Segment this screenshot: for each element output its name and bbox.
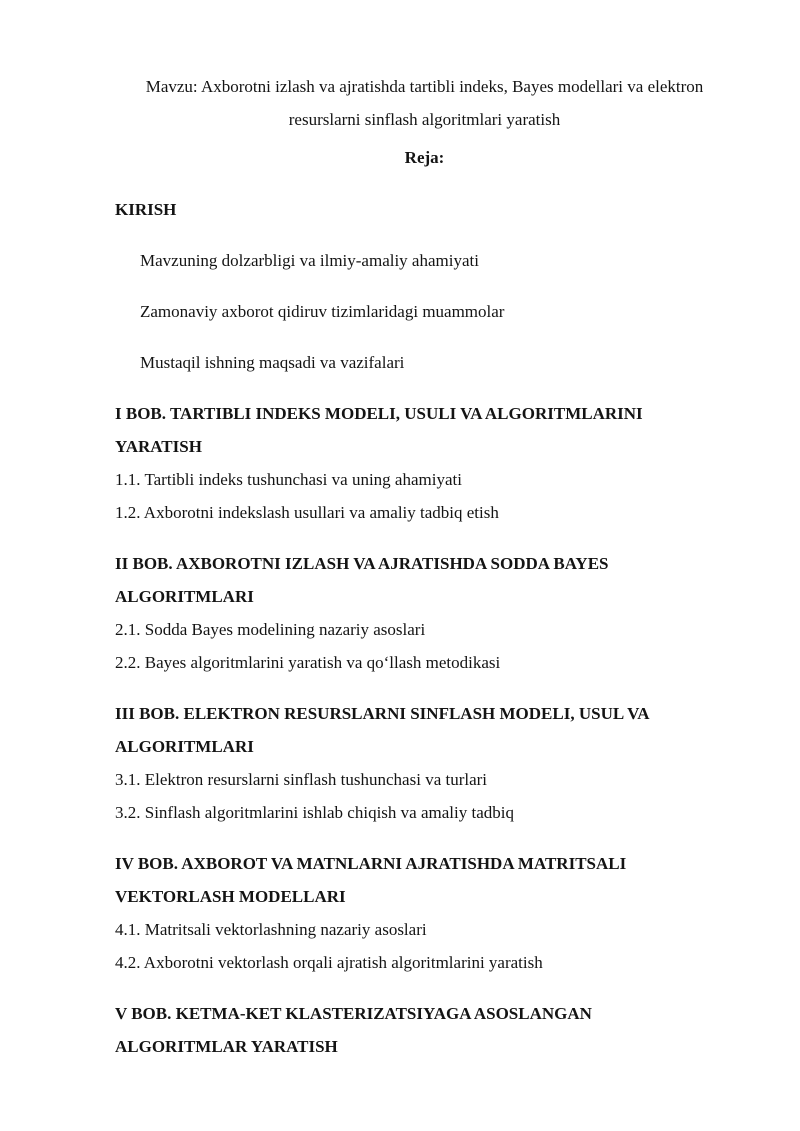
chapter-3-heading [115, 697, 734, 763]
chapter-3-heading-line-1: III BOB. ELEKTRON RESURSLARNI SINFLASH MODELI, USUL VA [115, 704, 650, 723]
chapter-1-heading-line-1: I BOB. TARTIBLI INDEKS MODELI, USULI VA ALGORITMLARINI [115, 404, 643, 423]
chapter-3-item-1: 3.1. Elektron resurslarni sinflash tushunchasi va turlari [115, 770, 488, 789]
chapter-4-heading [115, 847, 734, 913]
chapter-1-item-1: 1.1. Tartibli indeks tushunchasi va uning ahamiyati [115, 470, 462, 489]
chapter-5-heading [115, 997, 734, 1063]
chapter-1-heading [115, 397, 734, 463]
chapter-1-heading-line-2: YARATISH [115, 437, 202, 456]
chapter-4-item-1: 4.1. Matritsali vektorlashning nazariy asoslari [115, 920, 427, 939]
intro-heading: KIRISH [115, 200, 177, 219]
chapter-3-item-2: 3.2. Sinflash algoritmlarini ishlab chiqish va amaliy tadbiq [115, 803, 514, 822]
chapter-4-item-2: 4.2. Axborotni vektorlash orqali ajratish algoritmlarini yaratish [115, 953, 543, 972]
intro-item-2: Zamonaviy axborot qidiruv tizimlaridagi muammolar [140, 302, 505, 321]
plan-heading: Reja: [404, 148, 445, 167]
chapter-2-heading [115, 547, 734, 613]
chapter-2-heading-line-1: II BOB. AXBOROTNI IZLASH VA AJRATISHDA SODDA BAYES [115, 554, 609, 573]
document-title-line-1: Mavzu: Axborotni izlash va ajratishda tartibli indeks, Bayes modellari va elektron [145, 77, 704, 96]
chapter-2-item-1: 2.1. Sodda Bayes modelining nazariy asoslari [115, 620, 426, 639]
chapter-4-heading-line-1: IV BOB. AXBOROT VA MATNLARNI AJRATISHDA MATRITSALI [115, 854, 627, 873]
intro-item-3: Mustaqil ishning maqsadi va vazifalari [140, 353, 405, 372]
document-title [115, 70, 734, 136]
intro-item-1: Mavzuning dolzarbligi va ilmiy-amaliy ahamiyati [140, 251, 479, 270]
chapter-2-item-2: 2.2. Bayes algoritmlarini yaratish va qo‘llash metodikasi [115, 653, 501, 672]
chapter-5-heading-line-1: V BOB. KETMA-KET KLASTERIZATSIYAGA ASOSLANGAN [115, 1004, 592, 1023]
chapter-1-item-2: 1.2. Axborotni indekslash usullari va amaliy tadbiq etish [115, 503, 499, 522]
chapter-5-heading-line-2: ALGORITMLAR YARATISH [115, 1037, 338, 1056]
chapter-4-heading-line-2: VEKTORLASH MODELLARI [115, 887, 346, 906]
chapter-2-heading-line-2: ALGORITMLARI [115, 587, 254, 606]
chapter-3-heading-line-2: ALGORITMLARI [115, 737, 254, 756]
document-title-line-2: resurslarni sinflash algoritmlari yaratish [288, 110, 561, 129]
